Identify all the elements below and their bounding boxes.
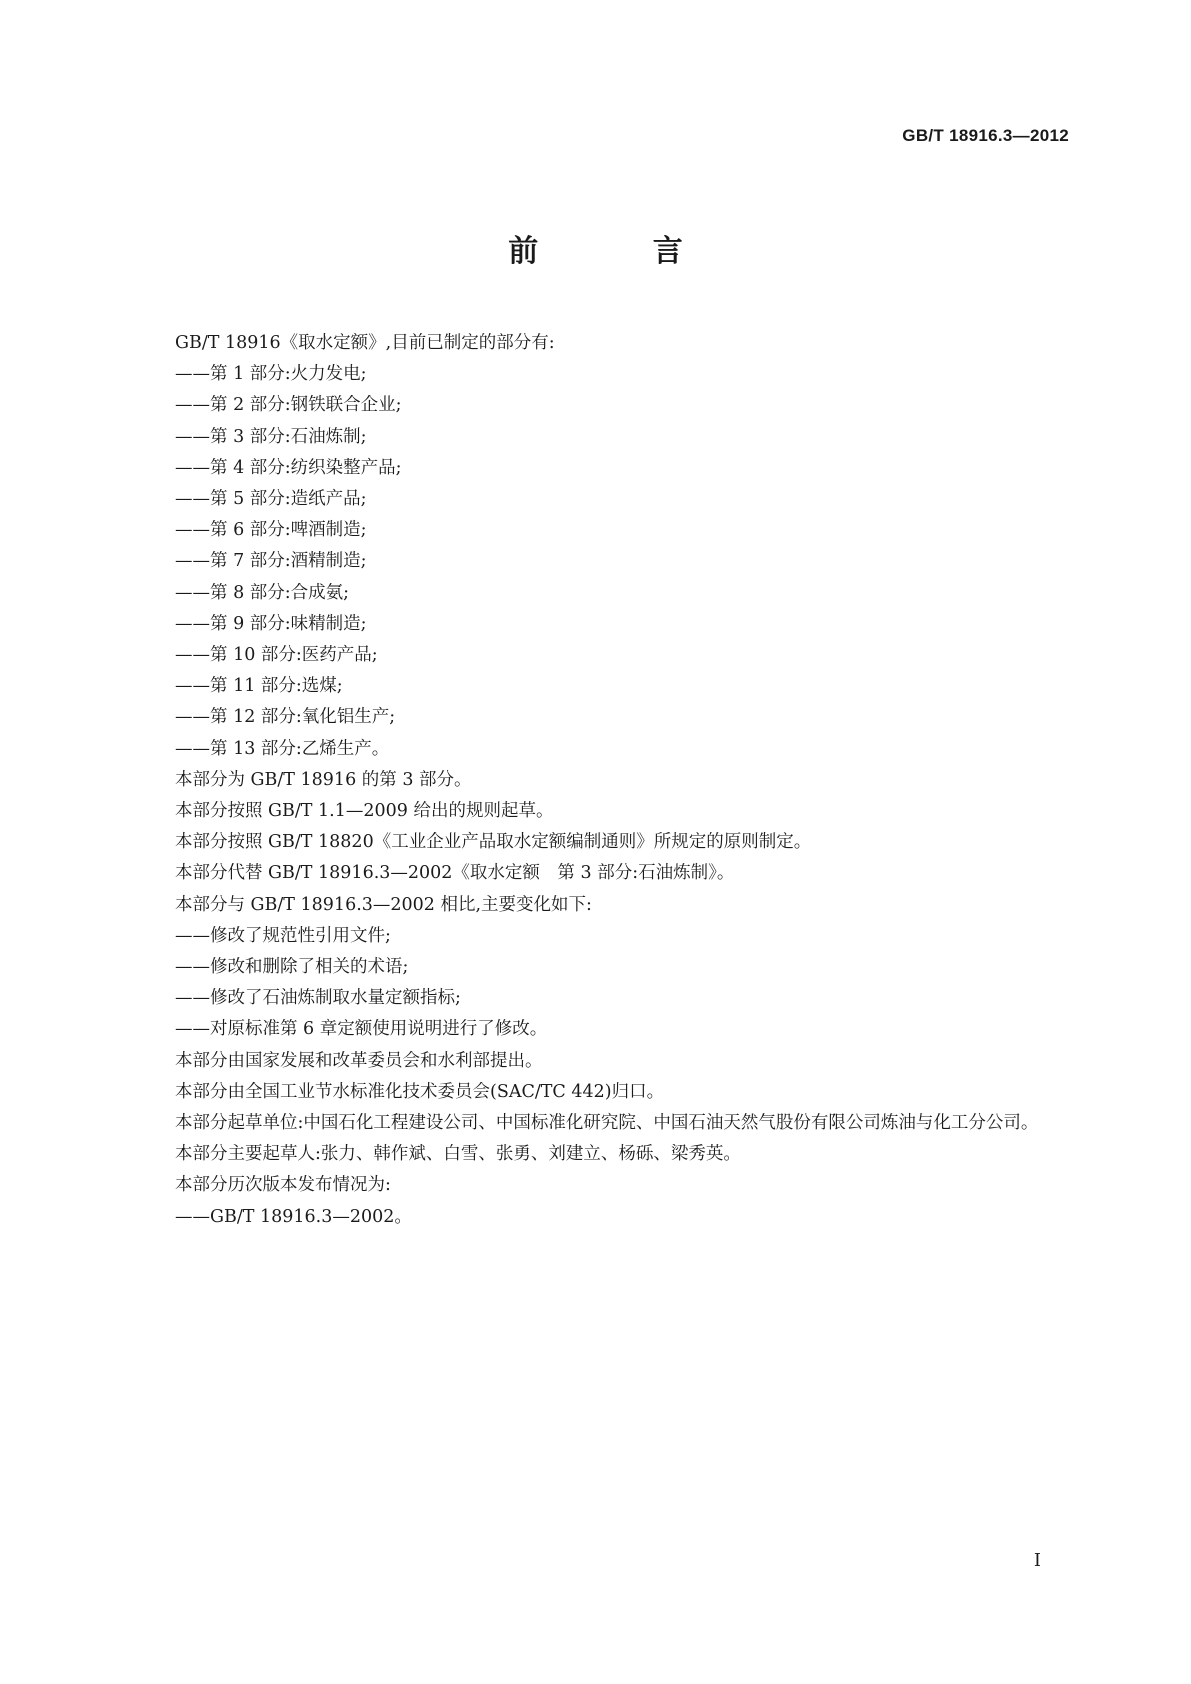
- page-number: I: [1033, 1550, 1041, 1571]
- paragraph: GB/T 18916《取水定额》,目前已制定的部分有:: [175, 333, 555, 353]
- list-item: ——GB/T 18916.3—2002。: [175, 1206, 412, 1227]
- paragraph: 本部分起草单位:中国石化工程建设公司、中国标准化研究院、中国石油天然气股份有限公司炼油与化工分公司。: [175, 1113, 1039, 1134]
- list-item: ——第 1 部分:火力发电;: [175, 364, 367, 385]
- paragraph: 本部分主要起草人:张力、韩作斌、白雪、张勇、刘建立、杨砾、梁秀英。: [175, 1144, 741, 1165]
- list-item: ——第 5 部分:造纸产品;: [175, 489, 367, 510]
- paragraph: 本部分按照 GB/T 18820《工业企业产品取水定额编制通则》所规定的原则制定。: [175, 832, 812, 853]
- list-item: ——第 9 部分:味精制造;: [175, 613, 367, 634]
- list-item: ——第 8 部分:合成氨;: [175, 582, 350, 603]
- paragraph: 本部分由国家发展和改革委员会和水利部提出。: [175, 1050, 543, 1071]
- list-item: ——第 11 部分:选煤;: [175, 676, 343, 697]
- paragraph: 本部分与 GB/T 18916.3—2002 相比,主要变化如下:: [175, 894, 592, 915]
- paragraph: 本部分代替 GB/T 18916.3—2002《取水定额 第 3 部分:石油炼制》。: [175, 863, 735, 884]
- list-item: ——第 4 部分:纺织染整产品;: [175, 457, 402, 478]
- list-item: ——第 12 部分:氧化铝生产;: [175, 707, 396, 728]
- paragraph: 本部分为 GB/T 18916 的第 3 部分。: [175, 769, 472, 790]
- list-item: ——修改了石油炼制取水量定额指标;: [175, 988, 461, 1009]
- list-item: ——第 2 部分:钢铁联合企业;: [175, 395, 402, 416]
- list-item: ——第 6 部分:啤酒制造;: [175, 520, 367, 541]
- list-item: ——第 3 部分:石油炼制;: [175, 426, 367, 447]
- list-item: ——修改和删除了相关的术语;: [175, 957, 409, 978]
- standard-code: GB/T 18916.3—2012: [902, 126, 1069, 145]
- foreword-body: [122, 328, 1072, 1233]
- list-item: ——第 13 部分:乙烯生产。: [175, 738, 390, 759]
- list-item: ——修改了规范性引用文件;: [175, 925, 391, 946]
- paragraph: 本部分按照 GB/T 1.1—2009 给出的规则起草。: [175, 801, 554, 822]
- list-item: ——第 7 部分:酒精制造;: [175, 551, 367, 572]
- list-item: ——对原标准第 6 章定额使用说明进行了修改。: [175, 1019, 548, 1040]
- section-title: 前 言: [508, 234, 735, 269]
- paragraph: 本部分由全国工业节水标准化技术委员会(SAC/TC 442)归口。: [175, 1081, 665, 1102]
- paragraph: 本部分历次版本发布情况为:: [175, 1175, 391, 1196]
- list-item: ——第 10 部分:医药产品;: [175, 645, 378, 666]
